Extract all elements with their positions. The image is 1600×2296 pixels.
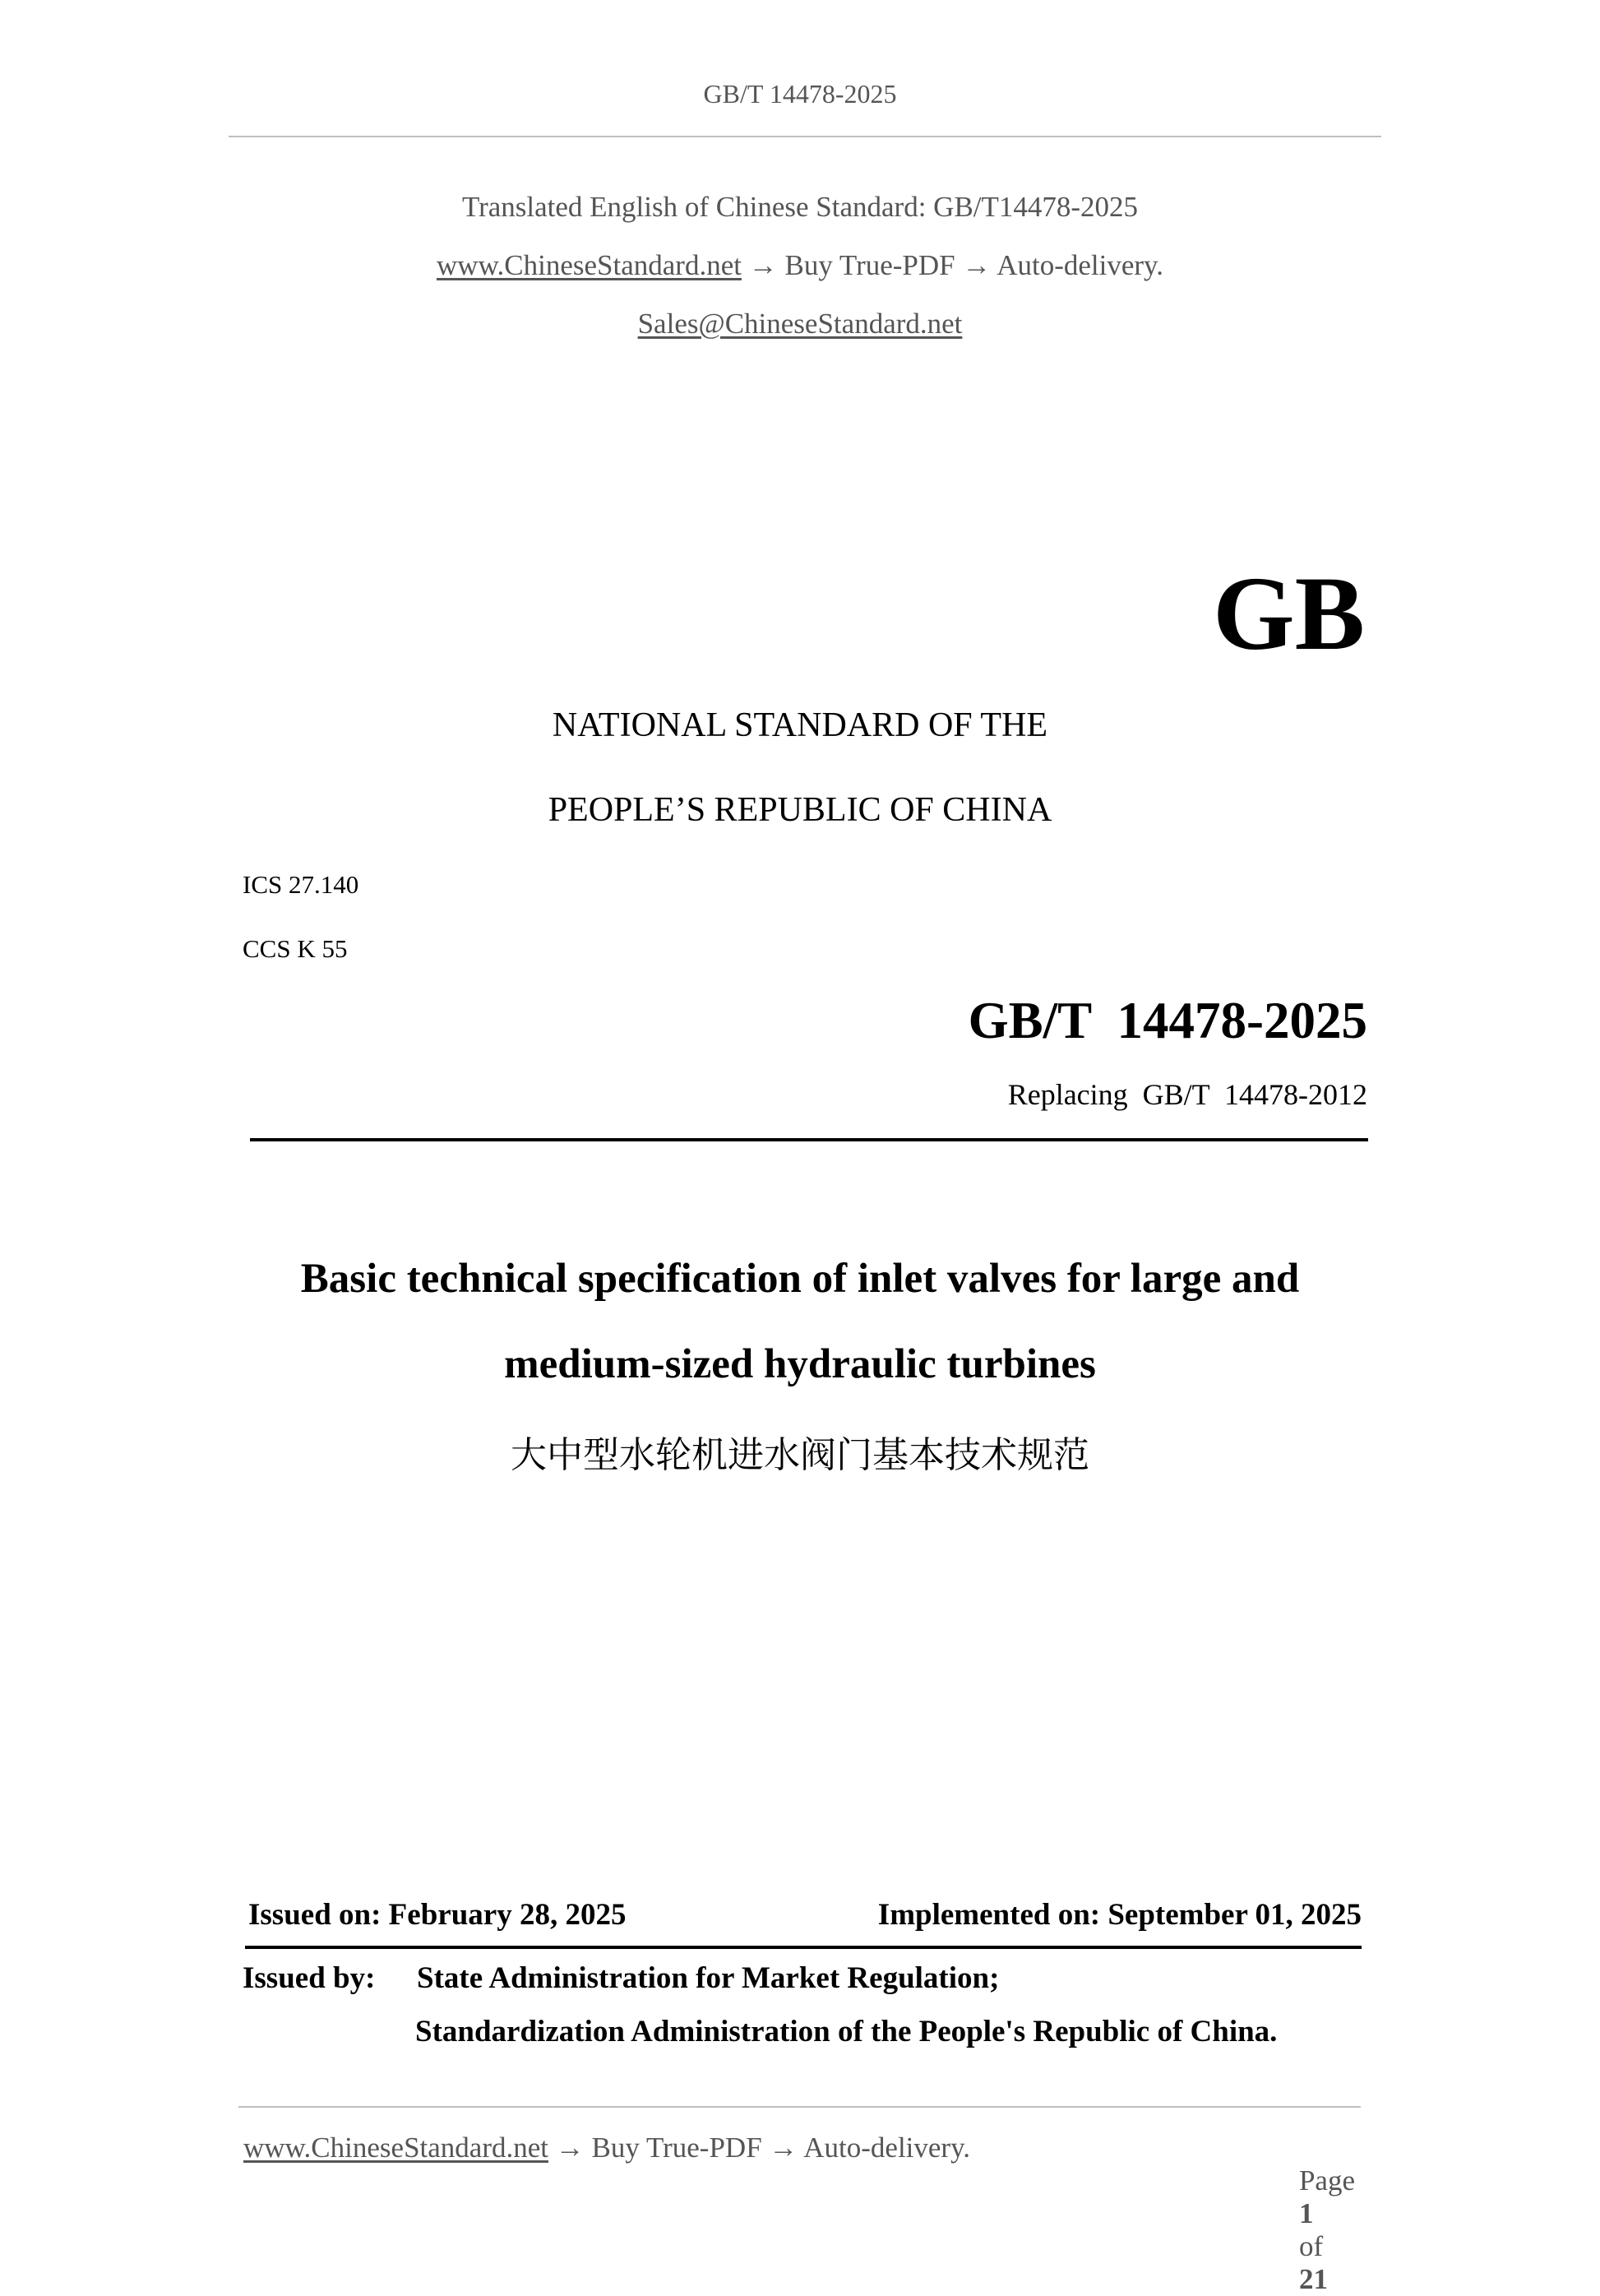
gb-logo: GB	[1213, 555, 1365, 672]
site-link[interactable]: www.ChineseStandard.net	[436, 249, 742, 281]
running-header: GB/T 14478-2025	[703, 79, 897, 109]
replacing-note: Replacing GB/T 14478-2012	[1007, 1078, 1367, 1111]
of-label: of	[1298, 2230, 1324, 2262]
page-current: 1	[1298, 2197, 1314, 2229]
translation-note: Translated English of Chinese Standard: GB/T14478-2025	[461, 191, 1139, 223]
email-line	[0, 308, 1600, 340]
ics-code: ICS 27.140	[243, 870, 359, 899]
title-line2: medium-sized hydraulic turbines	[504, 1341, 1096, 1387]
number-divider	[250, 1138, 1368, 1141]
footer-delivery-text: Auto-delivery.	[803, 2132, 971, 2164]
issuer-sac: Standardization Administration of the People's Republic of China.	[415, 2015, 1278, 2048]
header-divider	[229, 136, 1381, 137]
dates-divider	[245, 1946, 1362, 1949]
footer-divider	[238, 2106, 1361, 2108]
arrow-right-icon: →	[769, 2132, 798, 2164]
title-line1: Basic technical specification of inlet valves for large and	[300, 1256, 1300, 1302]
promo-line	[0, 249, 1600, 282]
page-label: Page	[1298, 2164, 1355, 2196]
national-standard-line1: NATIONAL STANDARD OF THE	[552, 706, 1048, 744]
issuer-samr: State Administration for Market Regulation;	[417, 1961, 1000, 1995]
ccs-code: CCS K 55	[243, 934, 348, 963]
page-indicator	[1284, 2132, 1355, 2296]
footer-promo	[243, 2132, 970, 2164]
arrow-right-icon: →	[962, 249, 992, 281]
footer-site-link[interactable]: www.ChineseStandard.net	[243, 2132, 548, 2164]
implemented-on: Implemented on: September 01, 2025	[877, 1898, 1362, 1932]
arrow-right-icon: →	[555, 2132, 585, 2164]
arrow-right-icon: →	[748, 249, 778, 281]
auto-delivery-text: Auto-delivery.	[997, 249, 1164, 281]
issued-by-label: Issued by:	[243, 1961, 376, 1995]
page-total: 21	[1298, 2263, 1328, 2295]
standard-number: GB/T 14478-2025	[968, 992, 1367, 1049]
title-chinese: 大中型水轮机进水阀门基本技术规范	[511, 1434, 1089, 1476]
footer-buy-text: Buy True-PDF	[591, 2132, 762, 2164]
issued-on: Issued on: February 28, 2025	[248, 1898, 627, 1932]
buy-true-pdf-text: Buy True-PDF	[784, 249, 955, 281]
national-standard-line2: PEOPLE’S REPUBLIC OF CHINA	[548, 791, 1052, 829]
email-link[interactable]: Sales@ChineseStandard.net	[637, 308, 963, 340]
